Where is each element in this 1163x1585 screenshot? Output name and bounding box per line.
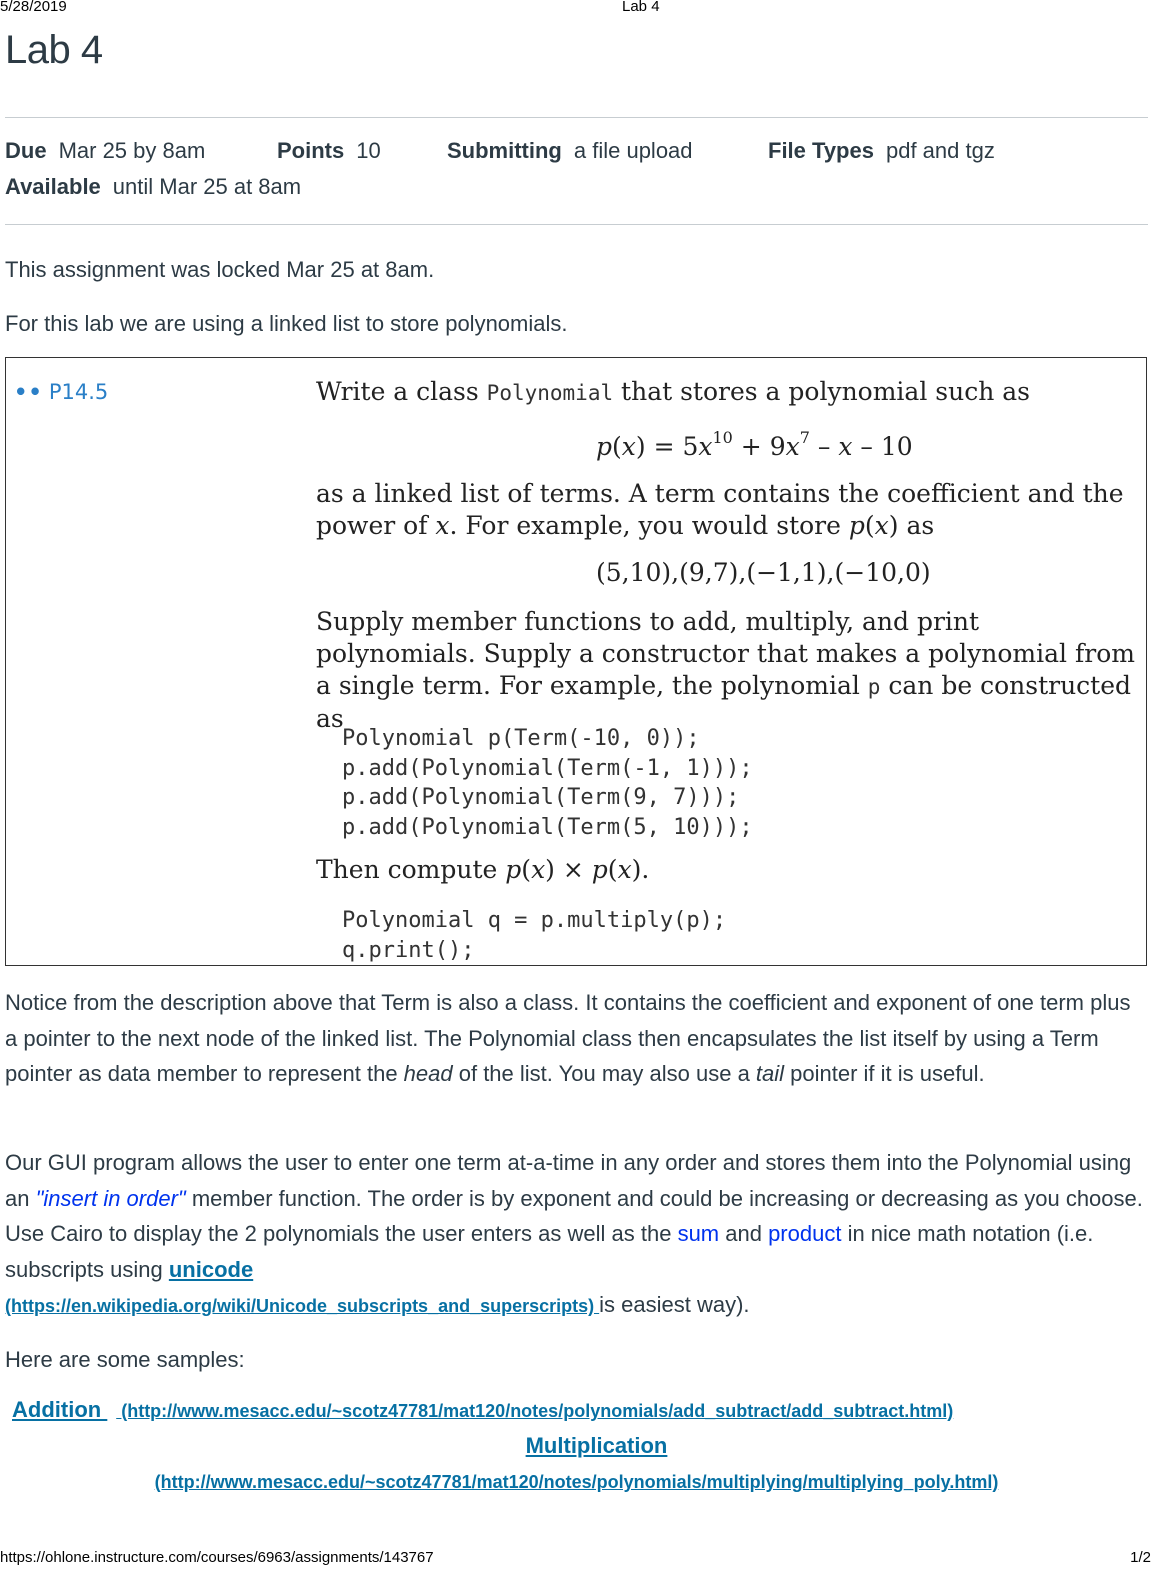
samples-intro: Here are some samples: <box>5 1347 245 1372</box>
unicode-link[interactable]: unicode <box>168 1256 254 1282</box>
exercise-label: •• P14.5 <box>14 380 109 404</box>
print-title: Lab 4 <box>622 0 660 15</box>
term-tuples: (5,10),(9,7),(−1,1),(−10,0) <box>596 558 931 587</box>
exercise-text-3: Supply member functions to add, multiply, and print polynomials. Supply a constructor that makes a polynomial from a single term. For example, the polynomial p can be constructed as <box>316 607 1135 733</box>
addition-link-url[interactable]: (http://www.mesacc.edu/~scotz47781/mat120/notes/polynomials/add_subtract/add_subtract.html) <box>116 1401 954 1421</box>
divider-bottom <box>5 224 1148 225</box>
notice-paragraph: Notice from the description above that Term is also a class. It contains the coefficient and exponent of one term plus a pointer to the next node of the linked list. The Polynomial class then encapsulates the list itself by using a Term pointer as data member to represent the head of the list. You may also use a tail pointer if it is useful. <box>5 990 1131 1086</box>
print-date: 5/28/2019 <box>0 0 67 15</box>
submitting-detail: Submitting a file upload <box>447 138 693 163</box>
unicode-link-url[interactable]: (https://en.wikipedia.org/wiki/Unicode_subscripts_and_superscripts) <box>5 1296 600 1316</box>
file-types-detail: File Types pdf and tgz <box>768 138 995 163</box>
textbook-excerpt-figure <box>5 357 1147 966</box>
multiplication-link[interactable]: Multiplication <box>525 1433 668 1458</box>
print-page-number: 1/2 <box>1130 1549 1151 1566</box>
points-detail: Points 10 <box>277 138 381 163</box>
divider-top <box>5 117 1148 118</box>
multiplication-link-url[interactable]: (http://www.mesacc.edu/~scotz47781/mat120/notes/polynomials/multiplying/multiplying_poly.html) <box>154 1472 999 1492</box>
page-title: Lab 4 <box>5 28 103 72</box>
due-detail: Due Mar 25 by 8am <box>5 138 206 163</box>
availability-detail: Available until Mar 25 at 8am <box>5 174 302 199</box>
gui-paragraph: Our GUI program allows the user to enter one term at-a-time in any order and stores them into the Polynomial using an "insert in order" member function. The order is by exponent and could be increasing or decreasing as you choose. Use Cairo to display the 2 polynomials the user enters as well as the sum and product in nice math notation (i.e. subscripts using unicode (https://en.wikipedia.org/wiki/Unicode_subscripts_and_superscripts) is easiest way). <box>5 1150 1143 1317</box>
polynomial-equation: $p(x) = 5x^{10} + 9x^7 - x - 10$ <box>596 428 913 461</box>
locked-notice: This assignment was locked Mar 25 at 8am. <box>5 257 435 282</box>
exercise-text-4: Then compute p(x) × p(x). <box>316 855 650 884</box>
exercise-text-2: as a linked list of terms. A term contains the coefficient and the power of x. For example, you would store p(x) as <box>316 479 1124 540</box>
intro-paragraph: For this lab we are using a linked list to store polynomials. <box>5 311 568 336</box>
code-sample-multiply: Polynomial q = p.multiply(p); q.print(); <box>342 908 727 963</box>
addition-link[interactable]: Addition <box>12 1397 108 1422</box>
print-url: https://ohlone.instructure.com/courses/6963/assignments/143767 <box>0 1549 434 1566</box>
exercise-text-1: Write a class Polynomial that stores a polynomial such as <box>316 377 1030 406</box>
code-sample-construct: Polynomial p(Term(-10, 0)); p.add(Polynomial(Term(-1, 1))); p.add(Polynomial(Term(9, 7))); p.add(Polynomial(Term(5, 10))); <box>342 726 753 840</box>
